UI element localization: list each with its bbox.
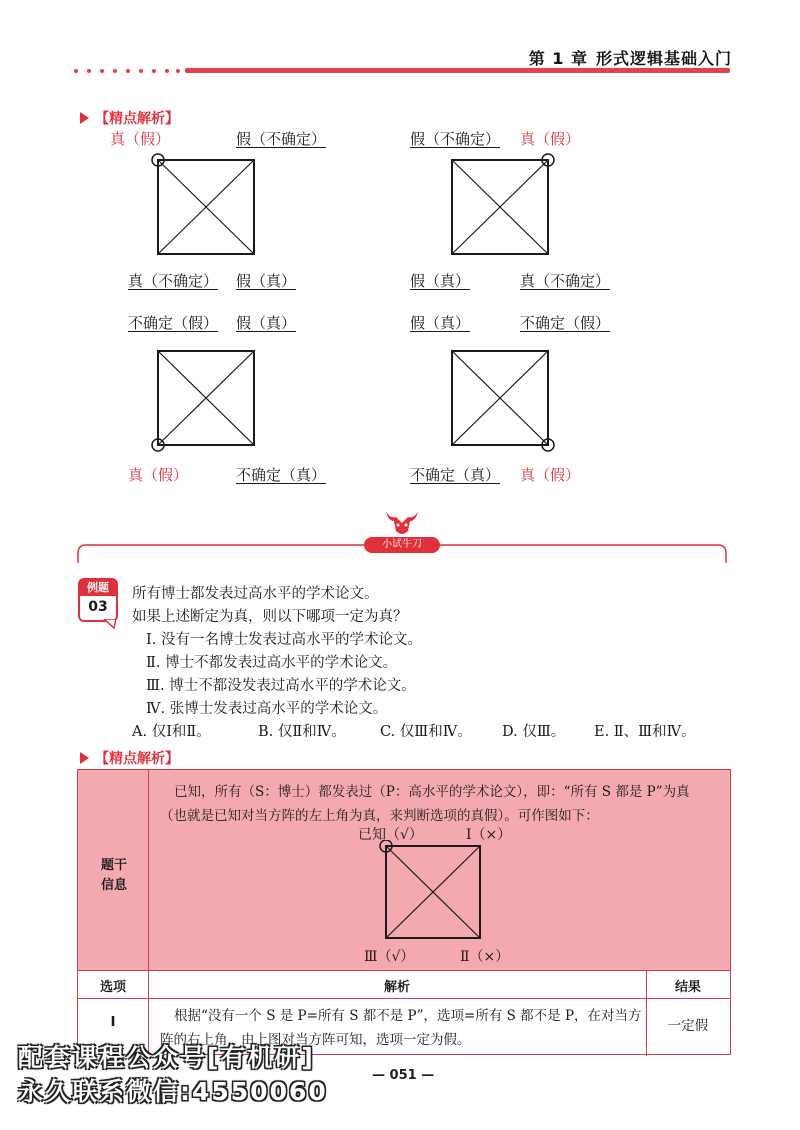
diagram2-bottom-right-label: 真（不确定） [520,272,611,290]
example-badge [78,578,118,622]
table-diagram-top-left: 已知（√） [358,827,423,843]
table-square-diagram [378,840,488,944]
chapter-header [529,46,732,69]
table-diagram-bottom-right: Ⅱ（×） [460,949,510,965]
section-heading-text: 【精点解析】 [95,751,179,767]
table-info-line-2: （也就是已知对当方阵的左上角为真，来判断选项的真假）。可作图如下： [160,808,599,824]
table-diagram-bottom-left: Ⅲ（√） [364,949,415,965]
diagram2-top-left-label: 假（不确定） [410,130,501,148]
example-statement-2: Ⅱ. 博士不都发表过高水平的学术论文。 [146,655,398,671]
example-question: 如果上述断定为真，则以下哪项一定为真？ [132,609,408,625]
header-dots-decoration [72,67,182,75]
column-header-option: 选项 [99,980,126,995]
diagram3-top-left-label: 不确定（假） [128,314,219,332]
column-header-result: 结果 [674,980,701,995]
table-row-header: 题干信息 [100,858,127,893]
bull-mascot-icon [382,505,422,539]
diagram1-bottom-left-label: 真（不确定） [128,272,219,290]
option-a: A. 仅Ⅰ和Ⅱ。 [132,724,211,740]
diagram1-top-left-label: 真（假） [110,130,171,148]
diagram4-top-left-label: 假（真） [410,314,471,332]
header-rule [185,68,730,73]
section-heading-analysis-2 [80,748,179,768]
diagram1-square [150,152,262,260]
table-row-option: Ⅰ [110,1014,116,1030]
option-e: E. Ⅱ、Ⅲ和Ⅳ。 [594,724,696,740]
practice-divider [76,505,728,565]
watermark-line-1: 配套课程公众号[有机研] [18,1043,315,1072]
page-number: — 051 — [372,1068,435,1083]
column-header-analysis: 解析 [383,980,410,995]
option-d: D. 仅Ⅲ。 [502,724,566,740]
diagram1-bottom-right-label: 假（真） [236,272,297,290]
analysis-table [77,769,731,1055]
table-row-analysis-line-1: 根据“没有一个 S 是 P=所有 S 都不是 P”，选项=所有 S 都不是 P，在对当方 [174,1008,642,1024]
chapter-number: 第 1 章 [528,49,588,68]
chapter-title: 形式逻辑基础入门 [595,49,732,68]
table-col-divider [148,770,149,1056]
diagram4-bottom-left-label: 不确定（真） [410,466,501,484]
diagram2-square [444,152,556,260]
table-row-result: 一定假 [667,1018,709,1034]
diagram3-square [150,345,262,453]
diagram3-bottom-right-label: 不确定（真） [236,466,327,484]
triangle-bullet-icon [80,112,89,124]
diagram4-bottom-right-label: 真（假） [520,466,581,484]
diagram3-top-right-label: 假（真） [236,314,297,332]
section-heading-text: 【精点解析】 [95,111,179,127]
diagram3-bottom-left-label: 真（假） [128,466,189,484]
example-badge-number: 03 [88,599,108,615]
table-row-analysis-line-2: 阵的右上角，由上图对当方阵可知，选项一定为假。 [160,1032,471,1048]
example-badge-label: 例题 [80,580,116,596]
watermark-line-2: 永久联系微信:4550060 [18,1077,328,1106]
example-statement-1: Ⅰ. 没有一名博士发表过高水平的学术论文。 [146,632,422,648]
example-statement-3: Ⅲ. 博士不都没发表过高水平的学术论文。 [146,678,416,694]
diagram1-top-right-label: 假（不确定） [236,130,327,148]
table-diagram-top-right: Ⅰ（×） [466,827,512,843]
table-row-divider [78,998,730,999]
table-info-line-1: 已知，所有（S：博士）都发表过（P：高水平的学术论文），即：“所有 S 都是 P”为真 [174,784,690,800]
option-b: B. 仅Ⅱ和Ⅳ。 [258,724,346,740]
example-premise: 所有博士都发表过高水平的学术论文。 [132,586,379,602]
example-statement-4: Ⅳ. 张博士发表过高水平的学术论文。 [146,701,388,717]
section-heading-analysis-1 [80,108,179,128]
table-row-divider [78,970,730,971]
diagram2-bottom-left-label: 假（真） [410,272,471,290]
divider-label: 小试牛刀 [382,539,422,550]
option-c: C. 仅Ⅲ和Ⅳ。 [380,724,472,740]
diagram4-square [444,345,556,453]
diagram4-top-right-label: 不确定（假） [520,314,611,332]
diagram2-top-right-label: 真（假） [520,130,581,148]
badge-tail-icon [104,619,116,629]
triangle-bullet-icon [80,752,89,764]
